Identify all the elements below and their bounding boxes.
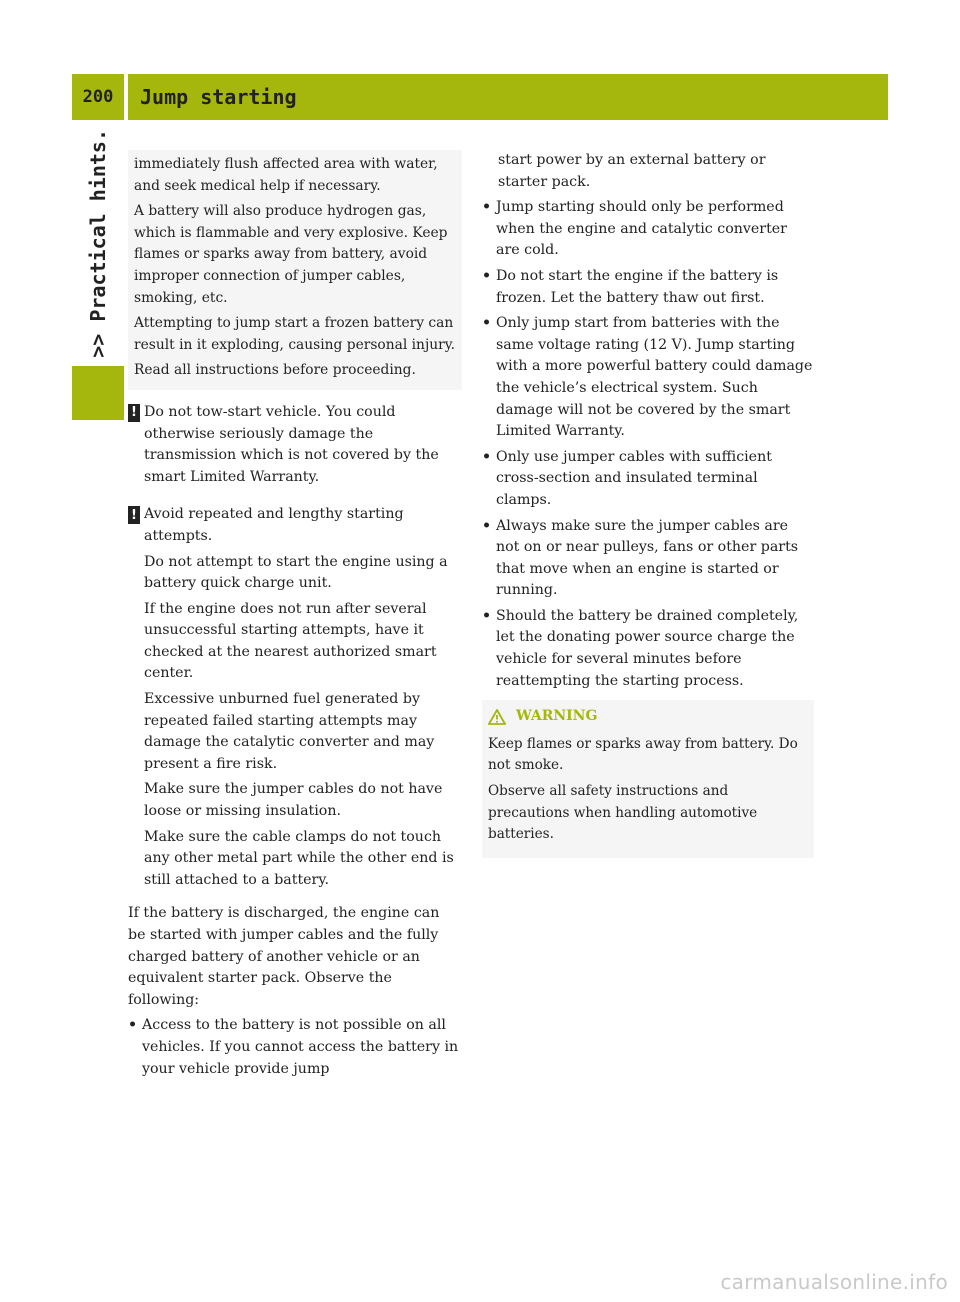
list-item-text: Access to the battery is not possible on all vehicles. If you cannot access the battery in your vehicle provide jump <box>142 1017 459 1077</box>
note-text: Make sure the cable clamps do not touch any other metal part while the other end is still attached to a battery. <box>144 828 454 888</box>
exclamation-icon: ! <box>128 506 140 524</box>
danger-box <box>128 150 462 390</box>
list-item-text: Jump starting should only be performed when the engine and catalytic converter are cold. <box>496 199 787 259</box>
list-item <box>482 197 814 262</box>
section-tab-marker <box>72 366 124 420</box>
bullet-icon: • <box>482 448 492 465</box>
warning-header <box>488 706 806 728</box>
list-item <box>482 606 814 692</box>
list-item-text: Do not start the engine if the battery is frozen. Let the battery thaw out first. <box>496 267 779 306</box>
bullet-icon: • <box>482 315 492 332</box>
bullet-icon: • <box>482 607 492 624</box>
list-item <box>482 447 814 512</box>
bullet-icon: • <box>482 517 492 534</box>
left-column <box>128 150 460 1084</box>
list-item <box>482 313 814 443</box>
warning-box <box>482 700 814 858</box>
list-item-text: Only use jumper cables with sufficient cross-section and insulated terminal clamps. <box>496 448 772 508</box>
list-item-text: Should the battery be drained completely, let the donating power source charge the vehicle for several minutes before reattempting the starting process. <box>496 607 799 689</box>
box-paragraph: Read all instructions before proceeding. <box>134 362 416 379</box>
bullet-list <box>128 1015 460 1080</box>
page-number: 200 <box>72 74 124 120</box>
exclamation-icon: ! <box>128 404 140 422</box>
list-item-text: Only jump start from batteries with the same voltage rating (12 V). Jump starting with a more powerful battery could damage the vehicle’s electrical system. Such damage will not be covered by the smart Limited Warranty. <box>496 315 813 440</box>
intro-paragraph: If the battery is discharged, the engine can be started with jumper cables and the fully charged battery of another vehicle or an equivalent starter pack. Observe the following: <box>128 905 440 1008</box>
bullet-icon: • <box>128 1017 138 1034</box>
note-text: Do not tow-start vehicle. You could otherwise seriously damage the transmission which is not covered by the smart Limited Warranty. <box>144 403 439 485</box>
page-title: Jump starting <box>128 74 888 120</box>
warning-text: Keep flames or sparks away from battery. Do not smoke. <box>488 735 798 774</box>
bullet-icon: • <box>482 267 492 284</box>
right-column <box>482 150 814 858</box>
list-item <box>482 266 814 309</box>
note-starting-attempts <box>128 504 460 895</box>
watermark: carmanualsonline.info <box>720 1270 948 1294</box>
warning-label: WARNING <box>516 708 598 725</box>
box-paragraph: immediately flush affected area with water, and seek medical help if necessary. <box>134 156 438 194</box>
section-label <box>72 128 124 358</box>
bullet-list <box>482 197 814 692</box>
note-tow-start <box>128 402 460 492</box>
warning-text: Observe all safety instructions and precautions when handling automotive batteries. <box>488 783 758 843</box>
note-text: Make sure the jumper cables do not have loose or missing insulation. <box>144 781 443 820</box>
box-paragraph: A battery will also produce hydrogen gas, which is flammable and very explosive. Keep flames or sparks away from battery, avoid improper connection of jumper cables, smoking, etc. <box>134 203 448 306</box>
list-item-text: Always make sure the jumper cables are not on or near pulleys, fans or other parts that move when an engine is started or running. <box>496 517 799 599</box>
note-text: Do not attempt to start the engine using a battery quick charge unit. <box>144 553 448 592</box>
bullet-icon: • <box>482 199 492 216</box>
continuation-text: start power by an external battery or starter pack. <box>498 152 766 190</box>
list-item <box>128 1015 460 1080</box>
list-item <box>482 516 814 602</box>
warning-triangle-icon <box>488 709 506 725</box>
note-text: If the engine does not run after several unsuccessful starting attempts, have it checked at the nearest authorized smart center. <box>144 600 437 682</box>
box-paragraph: Attempting to jump start a frozen battery can result in it exploding, causing personal injury. <box>134 315 456 353</box>
section-label-text: >> Practical hints. <box>86 129 110 358</box>
note-text: Excessive unburned fuel generated by repeated failed starting attempts may damage the catalytic converter and may present a fire risk. <box>144 691 435 772</box>
note-text: Avoid repeated and lengthy starting attempts. <box>144 506 404 544</box>
